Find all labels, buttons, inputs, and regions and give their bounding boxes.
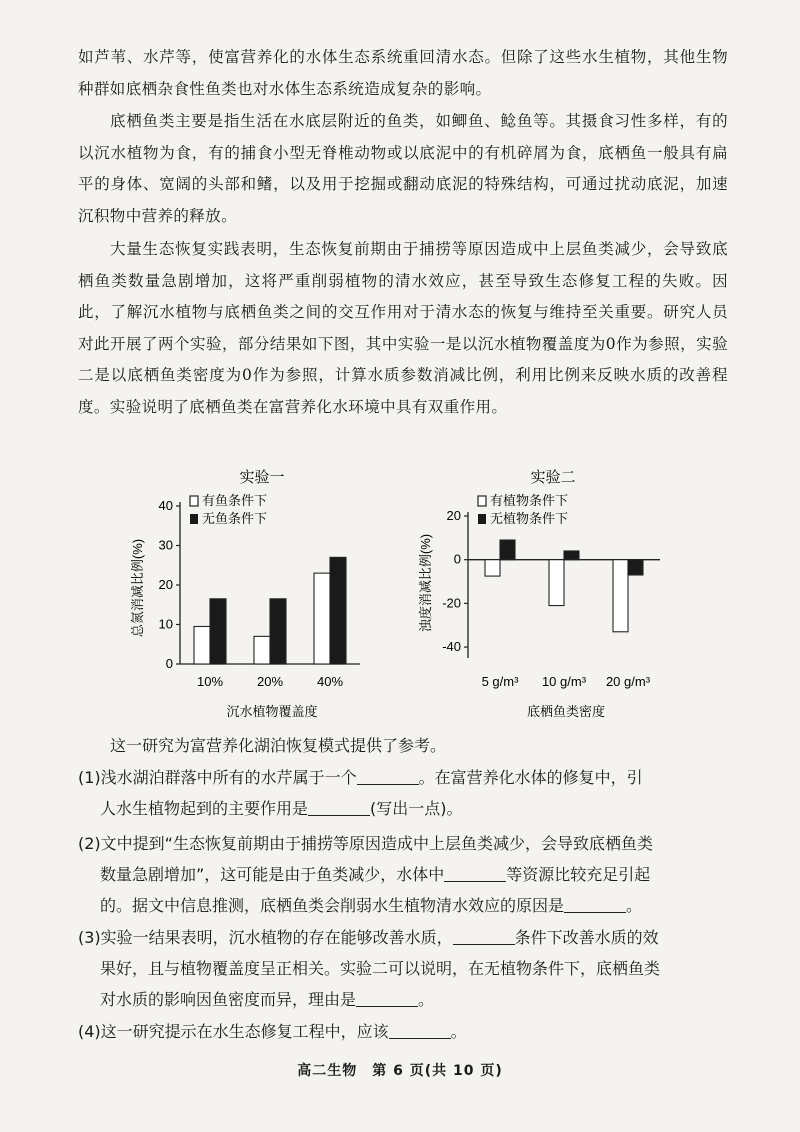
q2-text-c: 等资源比较充足引起 <box>506 865 651 884</box>
chart1-y-tick-label: 30 <box>158 537 173 553</box>
chart2-bar-series1 <box>613 560 628 632</box>
chart1-bar-series2 <box>330 557 346 664</box>
q3-blank-2[interactable] <box>356 990 418 1007</box>
chart2-title: 实验二 <box>530 468 576 486</box>
chart2-x-tick-label: 5 g/m³ <box>481 674 519 689</box>
chart1-ylabel: 总氮消减比例(%) <box>130 538 145 638</box>
q1-text-d: (写出一点)。 <box>370 799 463 818</box>
chart1-legend-swatch-fish <box>190 496 198 506</box>
chart1-x-tick-label: 10% <box>196 674 224 689</box>
chart1-bar-series1 <box>194 626 210 664</box>
q1-text-c: 人水生植物起到的主要作用是 <box>100 799 309 818</box>
q2-text-a: (2)文中提到“生态恢复前期由于捕捞等原因造成中上层鱼类减少，会导致底栖鱼类 <box>78 834 653 853</box>
chart2-legend-plant: 有植物条件下 <box>490 493 569 508</box>
question-3 <box>78 922 738 1015</box>
passage-paragraph-2: 底栖鱼类主要是指生活在水底层附近的鱼类，如鲫鱼、鲶鱼等。其摄食习性多样，有的以沉水植物为食，有的捕食小型无脊椎动物或以底泥中的有机碎屑为食，底栖鱼一般具有扁平的身体、宽阔的头部和鳍，以及用于挖掘或翻动底泥的特殊结构，可通过扰动底泥，加速沉积物中营养的释放。 <box>78 112 728 225</box>
question-2 <box>78 828 738 921</box>
chart1-bar-series1 <box>314 573 330 664</box>
q1-text-a: (1)浅水湖泊群落中所有的水芹属于一个 <box>78 768 357 787</box>
chart1-x-tick-label: 40% <box>316 674 344 689</box>
question-1 <box>78 762 738 824</box>
chart2-y-tick-label: 0 <box>453 551 461 567</box>
chart1-bar-series1 <box>254 636 270 664</box>
q2-blank-1[interactable] <box>444 865 506 882</box>
q1-blank-1[interactable] <box>357 768 419 785</box>
chart2-x-tick-label: 10 g/m³ <box>541 674 587 689</box>
chart2-legend-swatch-plant <box>478 496 486 506</box>
chart2-y-tick-label: -40 <box>442 639 461 655</box>
question-4 <box>78 1016 738 1047</box>
chart1-bar-series2 <box>210 599 226 664</box>
chart1-x-tick-label: 20% <box>256 674 284 689</box>
q2-text-b: 数量急剧增加”，这可能是由于鱼类减少，水体中 <box>100 865 445 884</box>
chart2-x-tick-label: 20 g/m³ <box>605 674 651 689</box>
q4-text-a: (4)这一研究提示在水生态修复工程中，应该 <box>78 1022 389 1041</box>
chart1-legend-nofish: 无鱼条件下 <box>202 511 268 526</box>
chart2-bar-series2 <box>564 551 579 560</box>
chart1-y-tick-label: 40 <box>158 498 173 513</box>
chart-experiment-1 <box>120 458 380 728</box>
passage-paragraph-1: 如芦苇、水芹等，使富营养化的水体生态系统重回清水态。但除了这些水生植物，其他生物种群如底栖杂食性鱼类也对水体生态系统造成复杂的影响。 <box>78 48 728 98</box>
chart1-title: 实验一 <box>239 468 285 486</box>
chart2-bar-series1 <box>549 560 564 606</box>
chart2-bar-series2 <box>500 540 515 560</box>
chart1-legend-swatch-nofish <box>190 514 198 524</box>
page-footer: 高二生物 第 6 页(共 10 页) <box>297 1063 503 1079</box>
q3-text-a: (3)实验一结果表明，沉水植物的存在能够改善水质， <box>78 928 453 947</box>
chart2-y-tick-label: 20 <box>446 508 461 523</box>
chart1-y-tick-label: 20 <box>158 577 173 592</box>
chart2-bar-series1 <box>485 560 500 576</box>
chart1-legend-fish: 有鱼条件下 <box>202 493 268 508</box>
chart1-y-tick-label: 0 <box>165 656 173 671</box>
q2-text-d: 的。据文中信息推测，底栖鱼类会削弱水生植物清水效应的原因是 <box>100 896 565 915</box>
chart1-y-tick-label: 10 <box>158 616 173 632</box>
q1-text-b: 。在富营养化水体的修复中，引 <box>418 768 643 787</box>
chart2-ylabel: 浊度消减比例(%) <box>418 533 433 633</box>
chart-experiment-2 <box>408 458 678 728</box>
q3-text-b: 条件下改善水质的效 <box>514 928 659 947</box>
q3-blank-1[interactable] <box>453 928 515 945</box>
chart1-bar-series2 <box>270 599 286 664</box>
conclusion-line: 这一研究为富营养化湖泊恢复模式提供了参考。 <box>110 736 447 755</box>
q3-text-e: 。 <box>418 990 435 1009</box>
q4-blank-1[interactable] <box>389 1022 451 1039</box>
passage-paragraph-3: 大量生态恢复实践表明，生态恢复前期由于捕捞等原因造成中上层鱼类减少，会导致底栖鱼类数量急剧增加，这将严重削弱植物的清水效应，甚至导致生态修复工程的失败。因此，了解沉水植物与底栖鱼类之间的交互作用对于清水态的恢复与维持至关重要。研究人员对此开展了两个实验，部分结果如下图，其中实验一是以沉水植物覆盖度为0作为参照，实验二是以底栖鱼类密度为0作为参照，计算水质参数消减比例，利用比例来反映水质的改善程度。实验说明了底栖鱼类在富营养化水环境中具有双重作用。 <box>78 240 728 416</box>
q3-text-d: 对水质的影响因鱼密度而异，理由是 <box>100 990 357 1009</box>
q4-text-b: 。 <box>450 1022 467 1041</box>
chart2-bar-series2 <box>628 560 643 575</box>
chart1-xlabel: 沉水植物覆盖度 <box>226 704 318 719</box>
chart2-xlabel: 底栖鱼类密度 <box>526 704 606 719</box>
chart2-legend-noplant: 无植物条件下 <box>490 511 569 526</box>
chart2-legend-swatch-noplant <box>478 514 486 524</box>
q2-blank-2[interactable] <box>564 896 626 913</box>
q2-text-e: 。 <box>626 896 643 915</box>
chart2-y-tick-label: -20 <box>442 595 461 611</box>
q3-text-c: 果好，且与植物覆盖度呈正相关。实验二可以说明，在无植物条件下，底栖鱼类 <box>100 959 661 978</box>
q1-blank-2[interactable] <box>308 799 370 816</box>
